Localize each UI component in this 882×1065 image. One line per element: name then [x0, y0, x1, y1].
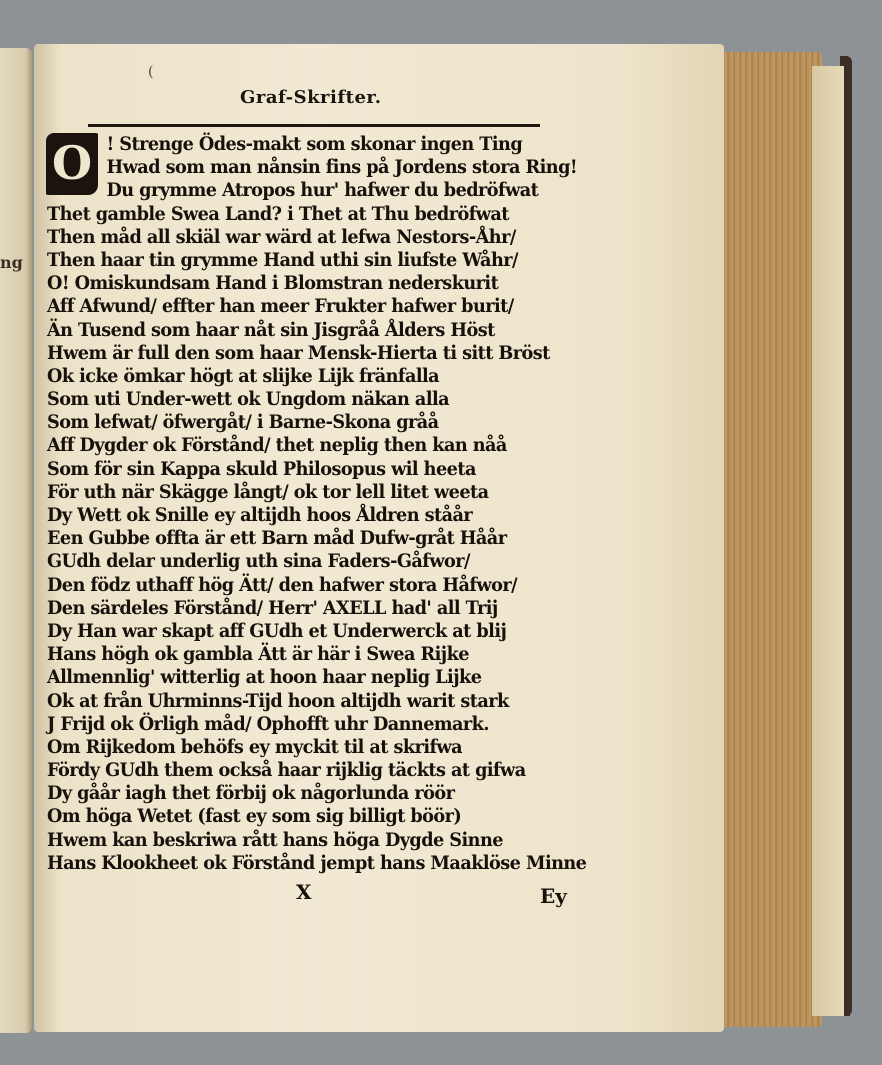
- poem-line: Om höga Wetet (fast ey som sig billigt böör): [47, 805, 462, 828]
- poem-line: Dy gåår iagh thet förbij ok någorlunda röör: [47, 782, 455, 805]
- poem-line: Then haar tin grymme Hand uthi sin liufste Wåhr/: [47, 248, 518, 271]
- catchword: Ey: [540, 884, 567, 908]
- poem-line: GUdh delar underlig uth sina Faders-Gåfwor/: [47, 550, 470, 573]
- running-header: Graf-Skrifter.: [240, 87, 382, 108]
- poem-line: Om Rijkedom behöfs ey myckit til at skrifwa: [47, 735, 463, 758]
- poem-line: Fördy GUdh them också haar rijklig täckts at gifwa: [47, 759, 526, 782]
- poem-line: Dy Wett ok Snille ey altijdh hoos Åldren ståår: [47, 504, 473, 526]
- poem-text: [47, 133, 587, 875]
- poem-line: Allmennlig' witterlig at hoon haar neplig Lijke: [47, 666, 482, 689]
- poem-line: ! Strenge Ödes-makt som skonar ingen Ting: [106, 133, 523, 155]
- left-page-text-fragment: ng: [0, 253, 23, 272]
- back-pages: [812, 66, 850, 1016]
- poem-line: Ok at från Uhrminns-Tijd hoon altijdh warit stark: [47, 689, 509, 712]
- decorated-initial: O: [46, 133, 98, 195]
- poem-line: Aff Afwund/ effter han meer Frukter hafwer burit/: [47, 295, 514, 318]
- poem-line: Du grymme Atropos hur' hafwer du bedröfwat: [106, 179, 539, 202]
- page-block-edge: [712, 52, 822, 1027]
- poem-line: Den särdeles Förstånd/ Herr' AXELL had' all Trij: [47, 596, 498, 619]
- poem-line: Hwem är full den som haar Mensk-Hierta ti sitt Bröst: [47, 341, 550, 364]
- poem-line: Hwad som man nånsin fins på Jordens stora Ring!: [106, 156, 578, 179]
- poem-line: Den födz uthaff hög Ätt/ den hafwer stora Håfwor/: [47, 573, 517, 596]
- signature-mark: X: [296, 880, 312, 904]
- poem-line: J Frijd ok Örligh måd/ Ophofft uhr Dannemark.: [47, 712, 489, 735]
- poem-line: Thet gamble Swea Land? i Thet at Thu bedröfwat: [47, 202, 509, 225]
- page-mark: (: [148, 64, 154, 80]
- poem-line: Än Tusend som haar nåt sin Jisgråå Ålders Höst: [47, 318, 495, 341]
- left-page-edge: [0, 48, 32, 1033]
- header-rule: [88, 124, 540, 127]
- poem-line: Een Gubbe offta är ett Barn måd Dufw-gråt Håår: [47, 527, 507, 550]
- poem-line: Som för sin Kappa skuld Philosopus wil heeta: [47, 457, 476, 480]
- poem-line: Hwem kan beskriwa rått hans höga Dygde Sinne: [47, 828, 503, 851]
- poem-line: Hans högh ok gambla Ätt är här i Swea Rijke: [47, 643, 469, 666]
- poem-line: Ok icke ömkar högt at slijke Lijk fränfalla: [47, 364, 440, 387]
- poem-line: För uth när Skägge långt/ ok tor lell litet weeta: [47, 480, 489, 503]
- poem-line: O! Omiskundsam Hand i Blomstran nederskurit: [47, 272, 499, 295]
- poem-line: Som lefwat/ öfwergåt/ i Barne-Skona gråå: [47, 411, 439, 434]
- poem-line: Hans Klookheet ok Förstånd jempt hans Maaklöse Minne: [47, 851, 587, 874]
- poem-line: Dy Han war skapt aff GUdh et Underwerck at blij: [47, 619, 507, 642]
- poem-line: Then måd all skiäl war wärd at lefwa Nestors-Åhr/: [47, 225, 516, 248]
- poem-line: Aff Dygder ok Förstånd/ thet neplig then kan nåå: [47, 434, 507, 457]
- poem-line: Som uti Under-wett ok Ungdom näkan alla: [47, 388, 450, 411]
